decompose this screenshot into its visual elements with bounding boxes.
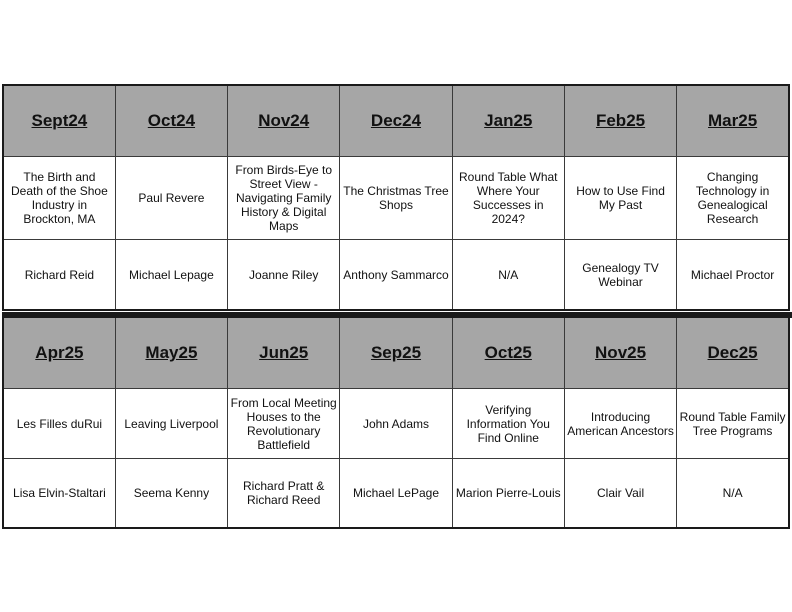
program-title-cell: Leaving Liverpool <box>115 389 227 459</box>
schedule-table-top <box>2 84 790 311</box>
program-title-cell: Changing Technology in Genealogical Research <box>677 157 789 240</box>
month-header: Oct25 <box>452 317 564 389</box>
month-header: Jun25 <box>228 317 340 389</box>
speaker-cell: Genealogy TV Webinar <box>564 240 676 311</box>
program-title-row <box>3 389 789 459</box>
speaker-cell: Anthony Sammarco <box>340 240 452 311</box>
month-header: May25 <box>115 317 227 389</box>
program-title-cell: From Birds-Eye to Street View - Navigating Family History & Digital Maps <box>228 157 340 240</box>
speaker-cell: Lisa Elvin-Staltari <box>3 459 115 529</box>
month-header: Dec24 <box>340 85 452 157</box>
month-header: Nov24 <box>228 85 340 157</box>
speaker-cell: Richard Pratt & Richard Reed <box>228 459 340 529</box>
month-header: Jan25 <box>452 85 564 157</box>
speaker-row <box>3 459 789 529</box>
month-header: Nov25 <box>564 317 676 389</box>
speaker-cell: Michael Proctor <box>677 240 789 311</box>
program-title-cell: How to Use Find My Past <box>564 157 676 240</box>
program-title-cell: The Birth and Death of the Shoe Industry in Brockton, MA <box>3 157 115 240</box>
month-header: Mar25 <box>677 85 789 157</box>
speaker-cell: N/A <box>677 459 789 529</box>
month-header: Sept24 <box>3 85 115 157</box>
month-header-row <box>3 85 789 157</box>
program-title-cell: John Adams <box>340 389 452 459</box>
speaker-cell: Marion Pierre-Louis <box>452 459 564 529</box>
speaker-cell: Michael LePage <box>340 459 452 529</box>
program-title-row <box>3 157 789 240</box>
program-title-cell: The Christmas Tree Shops <box>340 157 452 240</box>
program-title-cell: Les Filles duRui <box>3 389 115 459</box>
month-header: Sep25 <box>340 317 452 389</box>
program-title-cell: Introducing American Ancestors <box>564 389 676 459</box>
program-title-cell: Round Table Family Tree Programs <box>677 389 789 459</box>
program-title-cell: From Local Meeting Houses to the Revolutionary Battlefield <box>228 389 340 459</box>
speaker-cell: Clair Vail <box>564 459 676 529</box>
month-header: Oct24 <box>115 85 227 157</box>
month-header-row <box>3 317 789 389</box>
program-title-cell: Verifying Information You Find Online <box>452 389 564 459</box>
speaker-cell: N/A <box>452 240 564 311</box>
month-header: Apr25 <box>3 317 115 389</box>
speaker-row <box>3 240 789 311</box>
month-header: Feb25 <box>564 85 676 157</box>
program-title-cell: Round Table What Where Your Successes in 2024? <box>452 157 564 240</box>
speaker-cell: Joanne Riley <box>228 240 340 311</box>
month-header: Dec25 <box>677 317 789 389</box>
program-title-cell: Paul Revere <box>115 157 227 240</box>
schedule-table-bottom <box>2 316 790 529</box>
speaker-cell: Seema Kenny <box>115 459 227 529</box>
speaker-cell: Richard Reid <box>3 240 115 311</box>
speaker-cell: Michael Lepage <box>115 240 227 311</box>
